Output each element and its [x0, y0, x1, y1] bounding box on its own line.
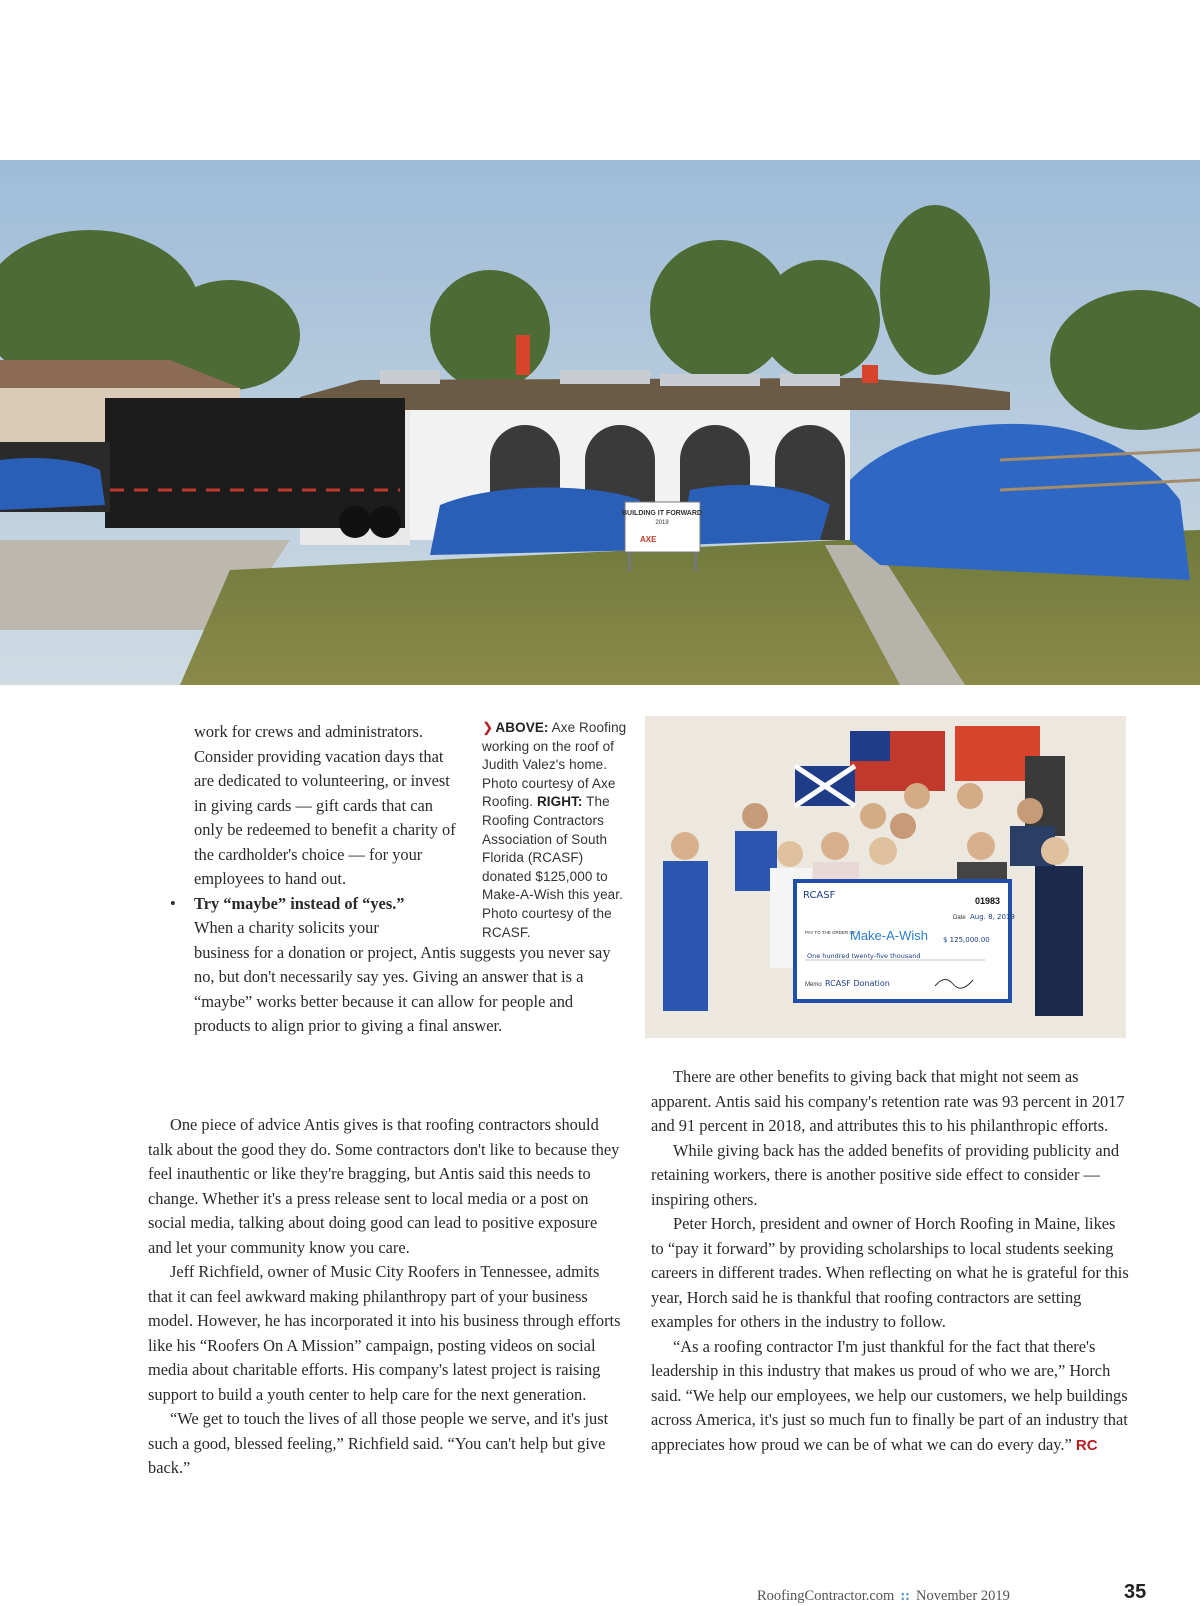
bullet-item-maybe — [170, 892, 624, 1039]
bullet-dot-icon: • — [170, 893, 176, 913]
check-presentation-photo — [645, 716, 1126, 1038]
left-paragraph: One piece of advice Antis gives is that roofing contractors should talk about the good they do. Some contractors don't like to because they feel inauthentic or like they're bragging, but Antis said this needs to change. Whether it's a press release sent to local media or a post on social media, talking about doing good can lead to positive exposure and let your community know you care. — [148, 1115, 620, 1257]
caption-right-text: The Roofing Contractors Association of South Florida (RCASF) donated $125,000 to Make-A-Wish this year. Photo courtesy of the RCASF. — [482, 794, 623, 940]
check-presentation-illustration — [645, 716, 1126, 1038]
footer-site: RoofingContractor.com — [757, 1588, 895, 1604]
caption-above-text: Axe Roofing working on the roof of Judith Valez's home. Photo courtesy of Axe Roofing. — [482, 720, 627, 810]
right-paragraph: There are other benefits to giving back that might not seem as apparent. Antis said his company's retention rate was 93 percent in 2017 and 91 percent in 2018, and attributes this to his philanthropic efforts. — [651, 1067, 1125, 1135]
svg-text:RCASF: RCASF — [803, 890, 836, 901]
footer-date: November 2019 — [916, 1588, 1010, 1604]
svg-text:Make-A-Wish: Make-A-Wish — [850, 928, 929, 943]
footer-separator: :: — [900, 1588, 910, 1604]
right-paragraph-last — [651, 1335, 1131, 1459]
svg-text:AXE: AXE — [640, 535, 657, 544]
left-paragraph: Jeff Richfield, owner of Music City Roofers in Tennessee, admits that it can feel awkward making philanthropy part of your business model. However, he has incorporated it into his business through efforts like his “Roofers On A Mission” campaign, posting videos on social media about charitable efforts. His company's latest project is raising support to build a youth center to help care for the next generation. — [148, 1262, 621, 1404]
right-paragraph: Peter Horch, president and owner of Horch Roofing in Maine, likes to “pay it forward” by providing scholarships to local students seeking careers in different trades. When reflecting on what he is grateful for this year, Horch said he is thankful that roofing contractors are setting examples for others in the industry to follow. — [651, 1214, 1129, 1331]
svg-text:$ 125,000.00: $ 125,000.00 — [943, 936, 990, 944]
right-column — [651, 1065, 1131, 1458]
svg-text:01983: 01983 — [975, 896, 1001, 906]
page-footer — [757, 1588, 1010, 1605]
bullet-item-title: Try “maybe” instead of “yes.” — [194, 893, 405, 913]
right-paragraph-text: “As a roofing contractor I'm just thankful for the fact that there's leadership in this industry that makes us proud of who we are,” Horch said. “We help our employees, we help our customers, we help buildings across America, it's just so much fun to finally be part of an industry that appreciates how proud we can be of what we can do every day.” — [651, 1336, 1128, 1454]
house-roofing-illustration — [0, 160, 1200, 685]
left-column — [148, 1113, 624, 1481]
svg-text:PAY TO THE ORDER OF: PAY TO THE ORDER OF — [805, 930, 856, 935]
caption-right-label: RIGHT: — [536, 794, 583, 810]
page-number: 35 — [1124, 1581, 1147, 1603]
bullet-continuation-text: work for crews and administrators. Consider providing vacation days that are dedicated to volunteering, or invest in giving cards — gift cards that can only be redeemed to benefit a charity of the cardholder's choice — for your employees to hand out. — [194, 722, 456, 888]
svg-text:One hundred twenty-five thousa: One hundred twenty-five thousand — [807, 952, 921, 960]
left-paragraph: “We get to touch the lives of all those people we serve, and it's just such a good, blessed feeling,” Richfield said. “You can't help but give back.” — [148, 1409, 609, 1477]
bullet-item-text: business for a donation or project, Antis suggests you never say no, but don't necessarily say yes. Giving an answer that is a “maybe” works better because it can allow for people and products to align prior to giving a final answer. — [194, 942, 611, 1035]
bullet-list — [170, 720, 627, 1039]
svg-text:Date: Date — [953, 915, 966, 921]
caption-above-label: ABOVE: — [495, 720, 549, 735]
chevron-right-icon: ❯ — [482, 720, 494, 735]
svg-text:Aug. 8, 2019: Aug. 8, 2019 — [970, 913, 1015, 921]
svg-text:Memo: Memo — [805, 982, 822, 988]
hero-photo — [0, 160, 1200, 685]
right-paragraph: While giving back has the added benefits of providing publicity and retaining workers, there is another positive side effect to consider — inspiring others. — [651, 1140, 1120, 1209]
donation-check — [795, 881, 1015, 1001]
svg-text:RCASF Donation: RCASF Donation — [825, 979, 890, 988]
svg-text:2019: 2019 — [655, 520, 669, 526]
bullet-item-text-narrow: When a charity solicits your — [194, 918, 379, 937]
rc-end-mark: RC — [1075, 1436, 1098, 1454]
svg-text:BUILDING IT FORWARD: BUILDING IT FORWARD — [622, 510, 702, 517]
